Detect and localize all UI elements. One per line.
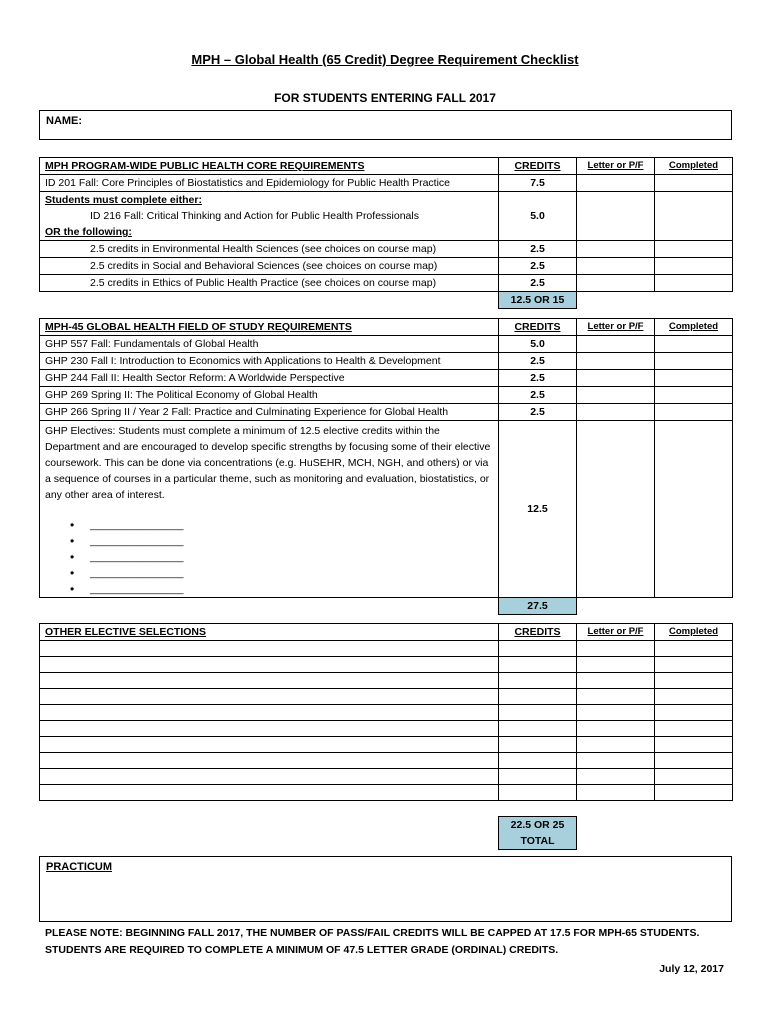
other-credits-cell[interactable] bbox=[499, 721, 577, 737]
completed-cell[interactable] bbox=[655, 258, 733, 275]
other-course-cell[interactable] bbox=[40, 641, 499, 657]
completed-cell[interactable] bbox=[655, 421, 733, 598]
or-course: 2.5 credits in Social and Behavioral Sciences (see choices on course map) bbox=[90, 260, 438, 272]
other-credits-cell[interactable] bbox=[499, 641, 577, 657]
other-electives-table bbox=[39, 623, 733, 850]
other-course-cell[interactable] bbox=[40, 737, 499, 753]
field-course: GHP 266 Spring II / Year 2 Fall: Practice and Culminating Experience for Global Health bbox=[40, 404, 499, 421]
electives-cell bbox=[40, 421, 499, 598]
completed-cell[interactable] bbox=[655, 737, 733, 753]
letter-cell[interactable] bbox=[577, 387, 655, 404]
completed-cell[interactable] bbox=[655, 689, 733, 705]
other-course-cell[interactable] bbox=[40, 769, 499, 785]
electives-credits: 12.5 bbox=[499, 421, 577, 598]
name-field[interactable] bbox=[39, 110, 732, 140]
electives-blank-list bbox=[45, 517, 493, 597]
field-credits: 2.5 bbox=[499, 387, 577, 404]
letter-cell[interactable] bbox=[577, 673, 655, 689]
core-letter-header: Letter or P/F bbox=[577, 158, 655, 175]
completed-cell[interactable] bbox=[655, 241, 733, 258]
field-credits-header: CREDITS bbox=[499, 319, 577, 336]
either-cell bbox=[40, 192, 499, 241]
letter-cell[interactable] bbox=[577, 258, 655, 275]
letter-cell[interactable] bbox=[577, 657, 655, 673]
completed-cell[interactable] bbox=[655, 721, 733, 737]
other-credits-cell[interactable] bbox=[499, 657, 577, 673]
other-course-cell[interactable] bbox=[40, 721, 499, 737]
letter-cell[interactable] bbox=[577, 275, 655, 292]
letter-cell[interactable] bbox=[577, 336, 655, 353]
field-course: GHP 244 Fall II: Health Sector Reform: A Worldwide Perspective bbox=[40, 370, 499, 387]
pass-fail-note: PLEASE NOTE: BEGINNING FALL 2017, THE NUMBER OF PASS/FAIL CREDITS WILL BE CAPPED AT 17.5 FOR MPH-65 STUDENTS. STUDENTS ARE REQUIRED TO COMPLETE A MINIMUM OF 47.5 LETTER GRADE (ORDINAL) CREDITS. bbox=[45, 927, 700, 956]
other-header: OTHER ELECTIVE SELECTIONS bbox=[40, 624, 499, 641]
other-course-cell[interactable] bbox=[40, 689, 499, 705]
completed-cell[interactable] bbox=[655, 387, 733, 404]
other-credits-cell[interactable] bbox=[499, 689, 577, 705]
field-requirements-table bbox=[39, 318, 733, 615]
letter-cell[interactable] bbox=[577, 785, 655, 801]
letter-cell[interactable] bbox=[577, 689, 655, 705]
page-title: MPH – Global Health (65 Credit) Degree Requirement Checklist bbox=[191, 52, 579, 67]
field-credits: 2.5 bbox=[499, 353, 577, 370]
core-completed-header: Completed bbox=[655, 158, 733, 175]
completed-cell[interactable] bbox=[655, 353, 733, 370]
other-credits-cell[interactable] bbox=[499, 737, 577, 753]
other-course-cell[interactable] bbox=[40, 785, 499, 801]
completed-cell[interactable] bbox=[655, 657, 733, 673]
name-label: NAME: bbox=[46, 115, 83, 127]
completed-cell[interactable] bbox=[655, 705, 733, 721]
page-subtitle: FOR STUDENTS ENTERING FALL 2017 bbox=[274, 91, 496, 105]
letter-cell[interactable] bbox=[577, 192, 655, 241]
completed-cell[interactable] bbox=[655, 336, 733, 353]
completed-cell[interactable] bbox=[655, 769, 733, 785]
or-credits: 2.5 bbox=[499, 241, 577, 258]
grand-total-value: 22.5 OR 25 bbox=[510, 819, 565, 831]
elective-blank-line[interactable]: • ________________ bbox=[90, 533, 493, 549]
either-label: Students must complete either: bbox=[45, 194, 202, 206]
field-total: 27.5 bbox=[499, 598, 577, 615]
completed-cell[interactable] bbox=[655, 641, 733, 657]
letter-cell[interactable] bbox=[577, 421, 655, 598]
completed-cell[interactable] bbox=[655, 673, 733, 689]
field-credits: 2.5 bbox=[499, 404, 577, 421]
letter-cell[interactable] bbox=[577, 721, 655, 737]
other-credits-cell[interactable] bbox=[499, 769, 577, 785]
other-credits-cell[interactable] bbox=[499, 673, 577, 689]
or-credits: 2.5 bbox=[499, 275, 577, 292]
core-requirements-table bbox=[39, 157, 733, 309]
completed-cell[interactable] bbox=[655, 370, 733, 387]
letter-cell[interactable] bbox=[577, 641, 655, 657]
elective-blank-line[interactable]: • ________________ bbox=[90, 549, 493, 565]
field-completed-header: Completed bbox=[655, 319, 733, 336]
other-letter-header: Letter or P/F bbox=[577, 624, 655, 641]
or-course: 2.5 credits in Environmental Health Sciences (see choices on course map) bbox=[90, 243, 437, 255]
field-header: MPH-45 GLOBAL HEALTH FIELD OF STUDY REQUIREMENTS bbox=[40, 319, 499, 336]
letter-cell[interactable] bbox=[577, 353, 655, 370]
field-course: GHP 230 Fall I: Introduction to Economics with Applications to Health & Development bbox=[40, 353, 499, 370]
core-credits: 7.5 bbox=[499, 175, 577, 192]
field-course: GHP 557 Fall: Fundamentals of Global Health bbox=[40, 336, 499, 353]
elective-blank-line[interactable]: • ________________ bbox=[90, 565, 493, 581]
field-course: GHP 269 Spring II: The Political Economy of Global Health bbox=[40, 387, 499, 404]
completed-cell[interactable] bbox=[655, 753, 733, 769]
document-date: July 12, 2017 bbox=[659, 963, 724, 975]
either-course: ID 216 Fall: Critical Thinking and Action for Public Health Professionals bbox=[90, 210, 419, 222]
electives-text: GHP Electives: Students must complete a minimum of 12.5 elective credits within the Department and are encouraged to develop specific strengths by focusing some of their elective coursework. This can be done via concentrations (e.g. HuSEHR, MCH, NGH, and others) or via a sequence of courses in a particular theme, such as monitoring and evaluation, biostatistics, or any other area of interest. bbox=[45, 425, 491, 501]
core-header: MPH PROGRAM-WIDE PUBLIC HEALTH CORE REQUIREMENTS bbox=[40, 158, 499, 175]
letter-cell[interactable] bbox=[577, 175, 655, 192]
other-credits-header: CREDITS bbox=[499, 624, 577, 641]
core-credits-header: CREDITS bbox=[499, 158, 577, 175]
other-credits-cell[interactable] bbox=[499, 785, 577, 801]
elective-blank-line[interactable]: • ________________ bbox=[90, 581, 493, 597]
letter-cell[interactable] bbox=[577, 769, 655, 785]
field-credits: 5.0 bbox=[499, 336, 577, 353]
other-credits-cell[interactable] bbox=[499, 705, 577, 721]
grand-total-label: TOTAL bbox=[520, 835, 555, 847]
completed-cell[interactable] bbox=[655, 192, 733, 241]
letter-cell[interactable] bbox=[577, 370, 655, 387]
practicum-label: PRACTICUM bbox=[46, 861, 112, 873]
letter-cell[interactable] bbox=[577, 404, 655, 421]
grand-total bbox=[499, 817, 577, 850]
field-letter-header: Letter or P/F bbox=[577, 319, 655, 336]
completed-cell[interactable] bbox=[655, 785, 733, 801]
field-credits: 2.5 bbox=[499, 370, 577, 387]
or-credits: 2.5 bbox=[499, 258, 577, 275]
letter-cell[interactable] bbox=[577, 753, 655, 769]
core-course: ID 201 Fall: Core Principles of Biostatistics and Epidemiology for Public Health Practice bbox=[40, 175, 499, 192]
core-total: 12.5 OR 15 bbox=[499, 292, 577, 309]
elective-blank-line[interactable]: • ________________ bbox=[90, 517, 493, 533]
other-credits-cell[interactable] bbox=[499, 753, 577, 769]
other-course-cell[interactable] bbox=[40, 753, 499, 769]
letter-cell[interactable] bbox=[577, 705, 655, 721]
completed-cell[interactable] bbox=[655, 175, 733, 192]
either-credits: 5.0 bbox=[499, 192, 577, 241]
or-course: 2.5 credits in Ethics of Public Health Practice (see choices on course map) bbox=[90, 277, 437, 289]
other-completed-header: Completed bbox=[655, 624, 733, 641]
other-course-cell[interactable] bbox=[40, 673, 499, 689]
letter-cell[interactable] bbox=[577, 737, 655, 753]
completed-cell[interactable] bbox=[655, 275, 733, 292]
practicum-box[interactable] bbox=[39, 856, 732, 922]
other-course-cell[interactable] bbox=[40, 705, 499, 721]
or-label: OR the following: bbox=[45, 226, 132, 238]
letter-cell[interactable] bbox=[577, 241, 655, 258]
completed-cell[interactable] bbox=[655, 404, 733, 421]
other-course-cell[interactable] bbox=[40, 657, 499, 673]
